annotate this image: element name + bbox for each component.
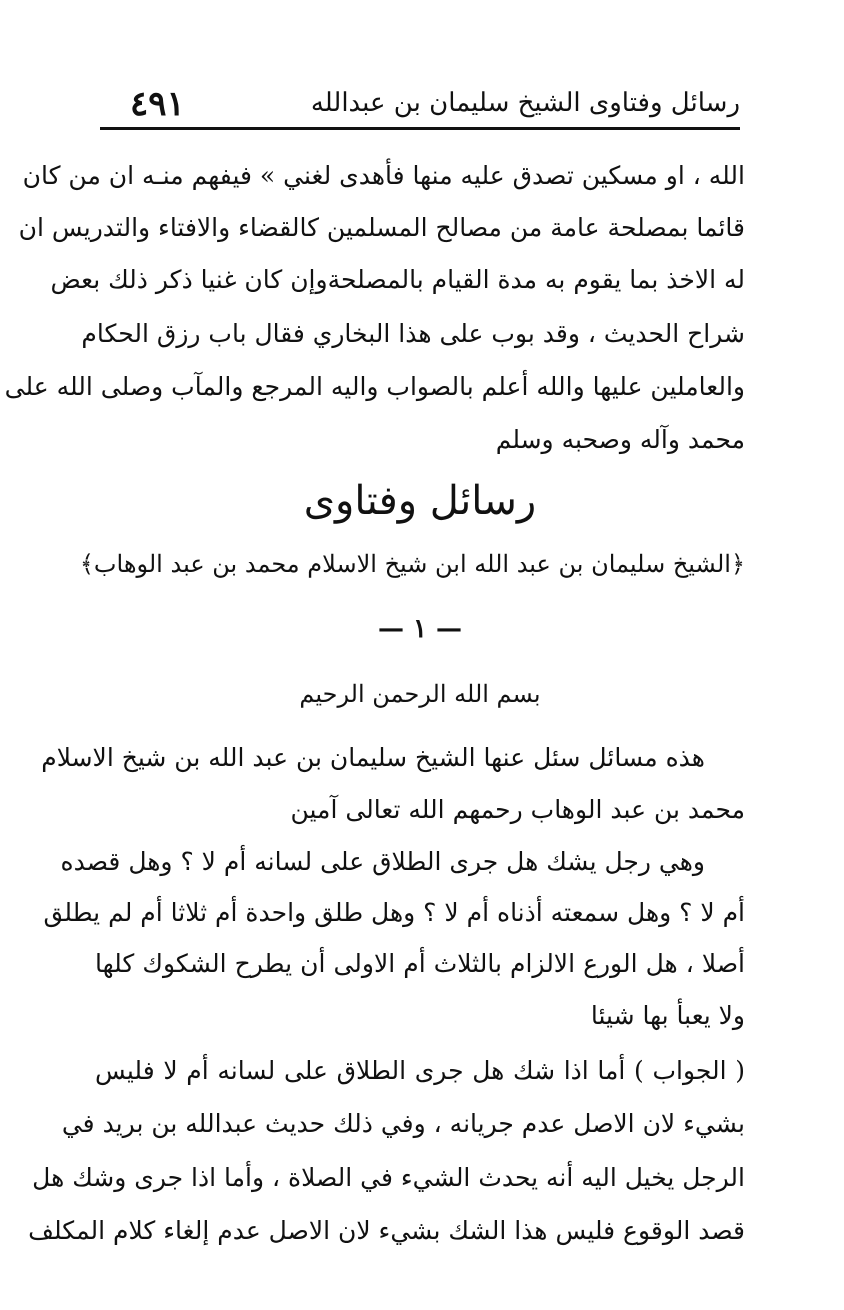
- section-title: رسائل وفتاوى: [303, 478, 537, 524]
- basmala: بسم الله الرحمن الرحيم: [299, 680, 541, 708]
- text-line: الله ، او مسكين تصدق عليه منها فأهدى لغني » فيفهم منـه ان من كان: [22, 161, 745, 190]
- text-line: ( الجواب ) أما اذا شك هل جرى الطلاق على لسانه أم لا فليس: [95, 1056, 745, 1085]
- text-line: ولا يعبأ بها شيئا: [590, 1001, 745, 1030]
- text-line: وهي رجل يشك هل جرى الطلاق على لسانه أم لا ؟ وهل قصده: [60, 847, 705, 876]
- text-line: أصلا ، هل الورع الالزام بالثلاث أم الاولى أن يطرح الشكوك كلها: [95, 949, 745, 978]
- text-line: قصد الوقوع فليس هذا الشك بشيء لان الاصل عدم إلغاء كلام المكلف: [28, 1216, 745, 1245]
- page-header: [100, 82, 740, 128]
- section-subtitle: ﴿الشيخ سليمان بن عبد الله ابن شيخ الاسلام محمد بن عبد الوهاب﴾: [79, 550, 745, 578]
- running-title: رسائل وفتاوى الشيخ سليمان بن عبدالله: [310, 88, 740, 118]
- header-rule: [100, 127, 740, 130]
- text-line: الرجل يخيل اليه أنه يحدث الشيء في الصلاة ، وأما اذا جرى وشك هل: [32, 1163, 745, 1192]
- text-line: أم لا ؟ وهل سمعته أذناه أم لا ؟ وهل طلق واحدة أم ثلاثا أم لم يطلق: [43, 898, 745, 927]
- text-line: له الاخذ بما يقوم به مدة القيام بالمصلحةوإن كان غنيا ذكر ذلك بعض: [50, 265, 745, 294]
- text-line: والعاملين عليها والله أعلم بالصواب واليه المرجع والمآب وصلى الله على: [4, 372, 745, 401]
- text-line: هذه مسائل سئل عنها الشيخ سليمان بن عبد الله بن شيخ الاسلام: [41, 743, 705, 772]
- text-line: محمد وآله وصحبه وسلم: [495, 425, 745, 454]
- text-line: بشيء لان الاصل عدم جريانه ، وفي ذلك حديث عبدالله بن بريد في: [61, 1109, 745, 1138]
- page-number: ٤٩١: [130, 84, 185, 124]
- text-line: محمد بن عبد الوهاب رحمهم الله تعالى آمين: [290, 795, 745, 824]
- item-number: — ١ —: [377, 614, 463, 644]
- text-line: شراح الحديث ، وقد بوب على هذا البخاري فقال باب رزق الحكام: [81, 319, 745, 348]
- text-line: قائما بمصلحة عامة من مصالح المسلمين كالقضاء والافتاء والتدريس ان: [18, 213, 745, 242]
